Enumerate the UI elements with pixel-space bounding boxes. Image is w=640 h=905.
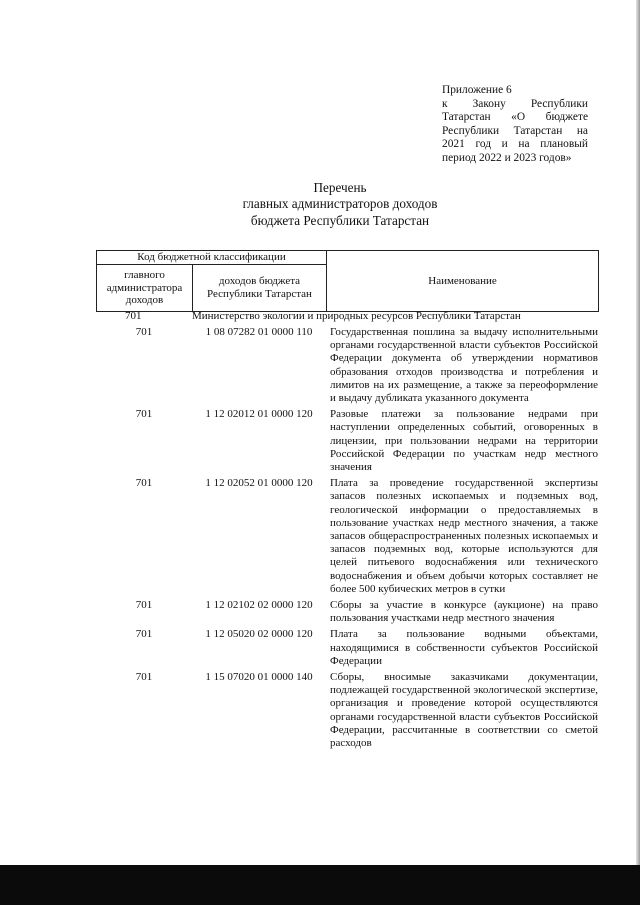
row-name: Плата за проведение государственной экспертизы запасов полезных ископаемых и подземных вод, геологической информации о предоставляемых в пользование участках недр местного значения, а также запасов общераспространенных полезных ископаемых и запасов подземных вод, которые используются для целей питьевого водоснабжения или технического водоснабжения и объем добычи которых составляет не более 500 кубических метров в сутки [330,477,598,595]
row-revenue-code: 1 12 02052 01 0000 120 [205,477,313,490]
row-admin-code: 701 [135,326,153,338]
header-name-column: Наименование [327,251,599,312]
row-name: Государственная пошлина за выдачу исполнительными органами государственной власти субъектов Российской Федерации документа об утверждении нормативов образования отходов производства и потребления и лимитов на их размещение, а также за переоформление и выдачу дубликата указанного документа [330,326,598,405]
table-row [96,326,598,405]
table-row [96,599,598,625]
title-line-2: главных администраторов доходов [242,196,438,212]
scan-edge [636,0,640,905]
row-admin-code: 701 [135,477,153,490]
row-admin-code: 701 [135,408,153,421]
row-revenue-code: 1 12 02012 01 0000 120 [205,408,313,421]
row-name: Плата за пользование водными объектами, находящимися в собственности субъектов Российской Федерации [330,628,598,667]
row-admin-code: 701 [135,599,153,612]
header-code-group: Код бюджетной классификации [97,251,327,265]
document-title [180,180,500,229]
table-header [96,250,599,312]
row-name: Сборы, вносимые заказчиками документации, подлежащей государственной экологической экспертизе, организация и проведение которой осуществляются органами государственной власти субъектов Российской Федерации, рассчитанные в соответствии со сметой расходов [330,671,598,750]
ministry-name: Министерство экологии и природных ресурсов Республики Татарстан [192,310,521,322]
header-revenue-column: доходов бюджета Республики Татарстан [193,265,327,312]
table-row [96,628,598,668]
title-line-1: Перечень [313,180,367,195]
appendix-law-reference: к Закону Республики Татарстан «О бюджете Республики Татарстан на 2021 год и на плановый период 2022 и 2023 годов» [442,97,588,164]
appendix-note [442,84,588,166]
row-admin-code: 701 [135,628,153,641]
title-line-3: бюджета Республики Татарстан [250,212,430,228]
row-revenue-code: 1 12 05020 02 0000 120 [205,628,313,641]
table-row [96,671,598,750]
row-revenue-code: 1 12 02102 02 0000 120 [205,599,313,612]
appendix-number: Приложение 6 [442,84,512,96]
row-revenue-code: 1 08 07282 01 0000 110 [205,326,313,338]
scan-border-bottom [0,865,640,905]
row-revenue-code: 1 15 07020 01 0000 140 [205,671,313,684]
ministry-row: 701 Министерство экологии и природных ресурсов Республики Татарстан [125,310,521,322]
table-row [96,477,598,596]
header-admin-column: главного администратора доходов [97,265,193,312]
table-row [96,408,598,474]
row-name: Разовые платежи за пользование недрами при наступлении определенных событий, оговоренных в лицензии, при пользовании недрами на территории Российской Федерации по участкам недр местного значения [330,408,598,474]
table-body [96,310,598,753]
row-admin-code: 701 [135,671,153,684]
row-name: Сборы за участие в конкурсе (аукционе) на право пользования участками недр местного значения [330,599,598,625]
